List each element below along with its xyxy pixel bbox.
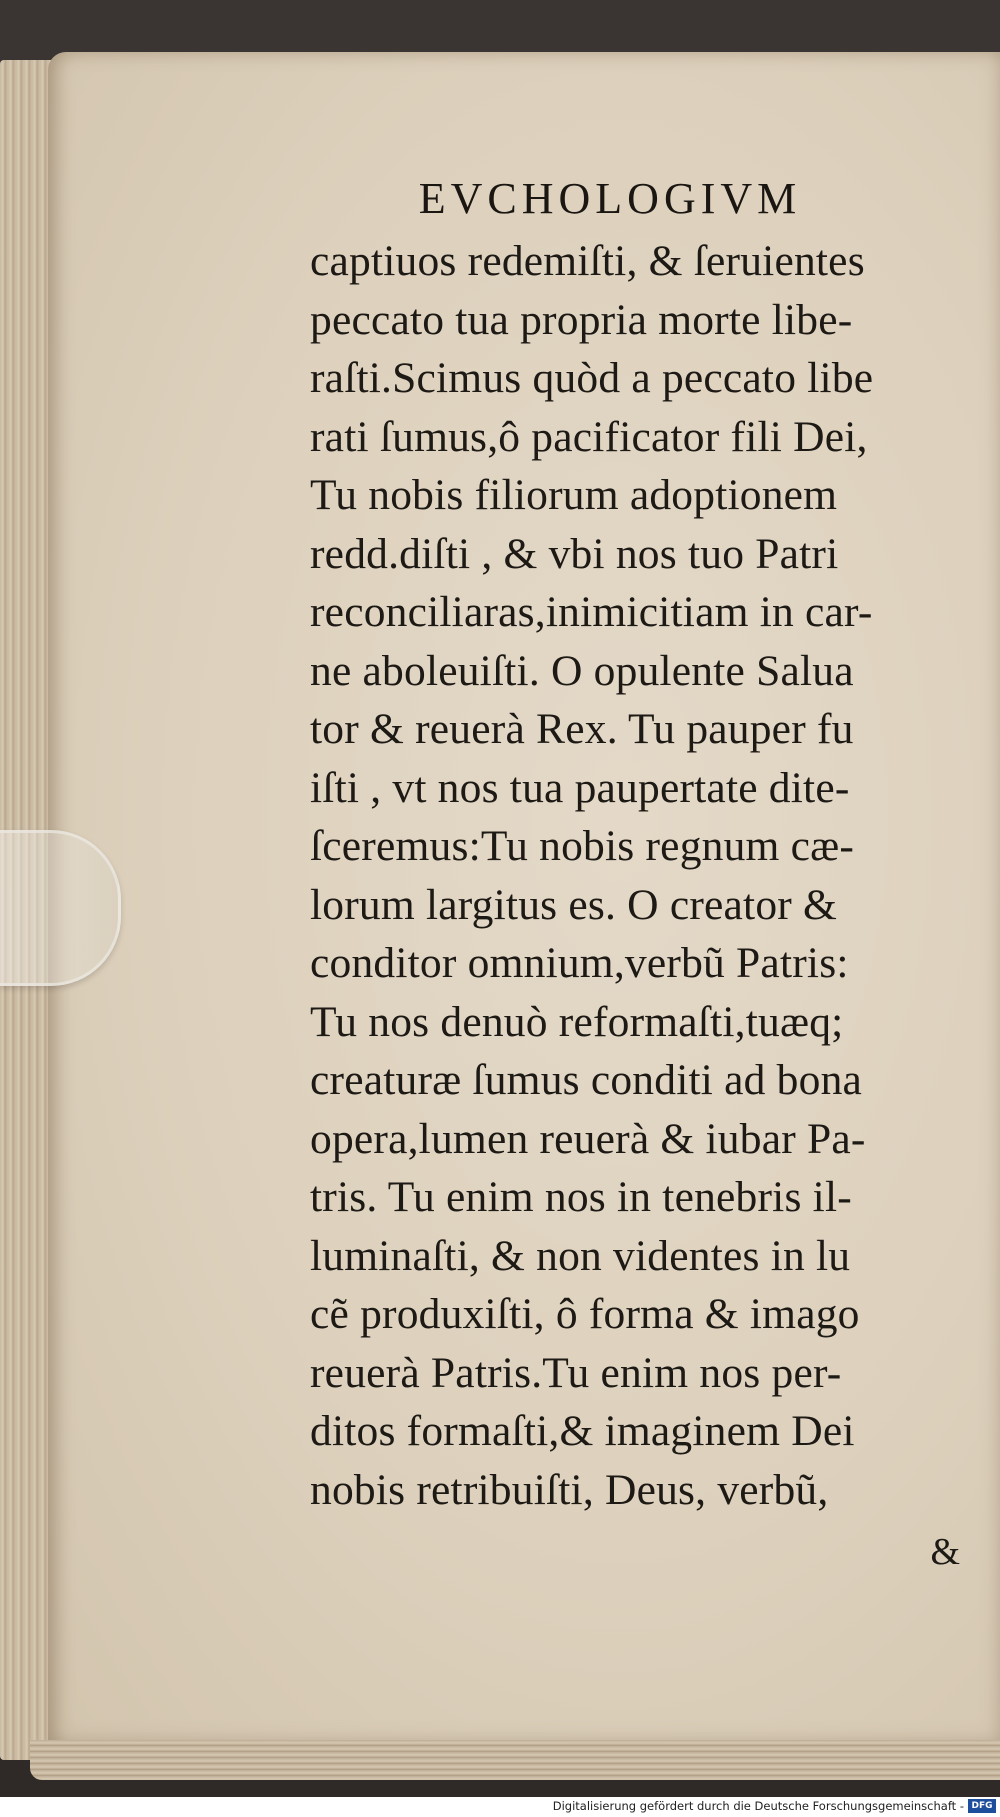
running-head: EVCHOLOGIVM [418, 174, 802, 223]
text-line: captiuos redemiſti, & ſeruientes [310, 237, 865, 285]
text-line: nobis retribuiſti, Deus, verbũ, [310, 1465, 829, 1514]
dfg-logo-icon: DFG [968, 1799, 996, 1813]
body-text [310, 232, 990, 1519]
catchword: & [930, 1531, 960, 1573]
text-line: ditos formaſti,& imaginem Dei [310, 1407, 855, 1455]
text-line: creaturæ ſumus conditi ad bona [310, 1056, 863, 1104]
text-line: peccato tua propria morte libe- [310, 295, 853, 344]
text-block [310, 170, 990, 1577]
text-line: Tu nobis filiorum adoptionem [310, 471, 838, 519]
text-line: reuerà Patris.Tu enim nos per- [310, 1348, 842, 1397]
text-line: luminaſti, & non videntes in lu [310, 1231, 851, 1280]
text-line: Tu nos denuò reformaſti,tuæq; [310, 997, 844, 1046]
text-line: ne aboleuiſti. O opulente Salua [310, 646, 854, 695]
text-line: rati ſumus,ô pacificator fili Dei, [310, 412, 868, 461]
text-line: conditor omnium,verbũ Patris: [310, 939, 849, 987]
page-leaves-bottom [30, 1740, 1000, 1780]
text-line: redd.diſti , & vbi nos tuo Patri [310, 529, 839, 578]
text-line: tor & reuerà Rex. Tu pauper fu [310, 705, 854, 753]
funding-notice: Digitalisierung gefördert durch die Deutsche Forschungsgemeinschaft - [552, 1799, 964, 1813]
text-line: ſceremus:Tu nobis regnum cæ- [310, 822, 855, 870]
text-line: lorum largitus es. O creator & [310, 880, 838, 929]
text-line: reconciliaras,inimicitiam in car- [310, 588, 873, 636]
text-line: cẽ produxiſti, ô forma & imago [310, 1290, 860, 1338]
text-line: raſti.Scimus quòd a peccato libe [310, 354, 874, 402]
text-line: iſti , vt nos tua paupertate dite- [310, 763, 850, 812]
text-line: opera,lumen reuerà & iubar Pa- [310, 1114, 866, 1163]
text-line: tris. Tu enim nos in tenebris il- [310, 1173, 852, 1221]
plastic-clip [0, 830, 121, 986]
